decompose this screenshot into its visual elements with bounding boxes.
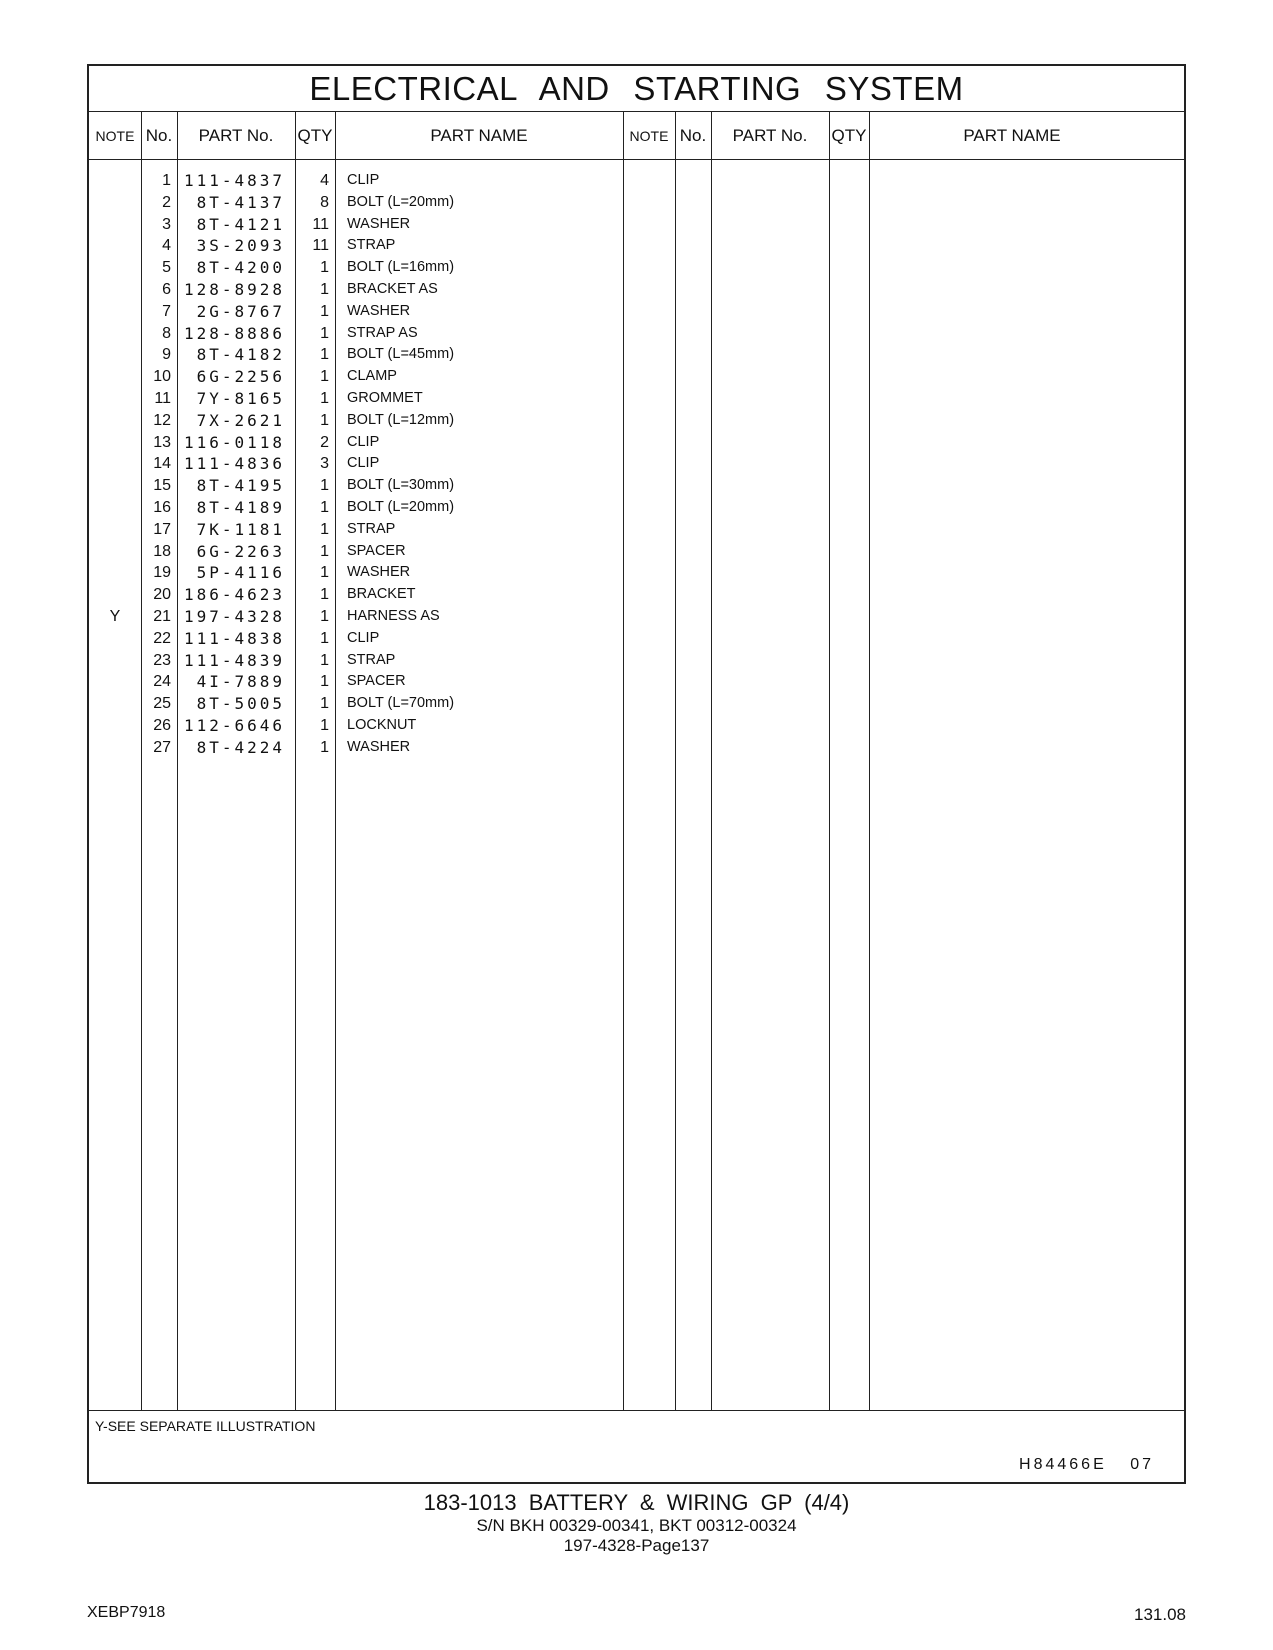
table-row [89, 300, 1184, 323]
row-part-number: 4I-7889 [196, 672, 285, 692]
table-row [89, 191, 1184, 214]
row-number: 9 [162, 346, 171, 364]
row-number: 11 [154, 390, 171, 407]
row-part-number: 7Y-8165 [196, 389, 285, 408]
row-number: 5 [162, 259, 171, 277]
row-quantity: 1 [320, 302, 329, 320]
row-number: 8 [162, 324, 171, 342]
row-part-name: BRACKET AS [347, 281, 438, 297]
row-quantity: 1 [320, 259, 329, 277]
row-part-number: 112-6646 [183, 716, 285, 735]
footer-divider [89, 1410, 1184, 1411]
row-part-name: LOCKNUT [347, 717, 417, 733]
row-note [89, 452, 141, 475]
row-note [89, 692, 141, 715]
row-part-name: BOLT (L=70mm) [347, 695, 455, 712]
row-quantity: 1 [320, 390, 329, 407]
row-part-name: BRACKET [347, 586, 416, 603]
document-id: XEBP7918 [87, 1604, 166, 1621]
row-number: 13 [153, 433, 171, 451]
row-quantity: 4 [320, 172, 329, 189]
table-row [89, 452, 1184, 475]
row-part-number: 8T-4200 [196, 258, 285, 278]
row-number: 25 [153, 695, 171, 713]
table-row [89, 540, 1184, 563]
row-number: 21 [153, 608, 171, 625]
row-quantity: 1 [320, 324, 329, 342]
table-row [89, 409, 1184, 432]
row-note [89, 561, 141, 584]
row-quantity: 1 [320, 346, 329, 364]
row-part-name: BOLT (L=20mm) [347, 193, 455, 210]
row-note [89, 518, 141, 541]
table-row [89, 256, 1184, 279]
table-row [89, 365, 1184, 388]
header-note-left: NOTE [95, 128, 135, 144]
header-no-right: No. [679, 126, 707, 145]
row-part-name: WASHER [347, 738, 411, 755]
row-part-number: 8T-4195 [196, 476, 285, 496]
illustration-code: H84466E 07 [1019, 1456, 1154, 1473]
row-note [89, 670, 141, 693]
row-quantity: 1 [320, 738, 329, 756]
table-row [89, 649, 1184, 672]
row-note [89, 627, 141, 650]
row-part-name: WASHER [347, 564, 411, 581]
row-part-name: SPACER [347, 542, 406, 559]
row-number: 16 [153, 499, 171, 516]
row-number: 1 [162, 172, 171, 189]
row-note [89, 714, 141, 737]
table-row [89, 474, 1184, 497]
row-quantity: 1 [320, 281, 329, 298]
header-part-name-left: PART NAME [430, 126, 528, 145]
row-part-name: BOLT (L=20mm) [347, 499, 455, 515]
header-note-right: NOTE [629, 128, 669, 144]
row-quantity: 3 [320, 455, 329, 473]
row-part-name: BOLT (L=12mm) [347, 411, 455, 428]
row-number: 26 [153, 717, 171, 734]
row-part-name: STRAP [347, 651, 396, 668]
row-part-name: BOLT (L=45mm) [347, 346, 455, 363]
row-number: 4 [162, 237, 171, 255]
row-note [89, 431, 141, 454]
row-note [89, 300, 141, 323]
row-part-number: 2G-8767 [196, 301, 285, 321]
row-part-name: GROMMET [347, 390, 423, 406]
row-number: 7 [162, 302, 171, 320]
row-note [89, 169, 141, 192]
row-note [89, 322, 141, 345]
row-quantity: 1 [320, 477, 329, 495]
row-quantity: 1 [320, 368, 329, 386]
table-row [89, 605, 1184, 628]
row-part-number: 8T-4189 [196, 498, 285, 517]
row-note [89, 278, 141, 301]
serial-range: S/N BKH 00329-00341, BKT 00312-00324 [476, 1516, 797, 1535]
table-row [89, 322, 1184, 345]
footnote: Y-SEE SEPARATE ILLUSTRATION [95, 1418, 316, 1434]
row-part-number: 128-8928 [183, 280, 285, 299]
row-part-number: 3S-2093 [196, 236, 285, 256]
row-note [89, 736, 141, 759]
row-part-number: 111-4836 [183, 454, 285, 474]
header-no-left: No. [145, 126, 173, 145]
row-part-name: STRAP [347, 237, 396, 254]
table-row [89, 343, 1184, 366]
row-note [89, 256, 141, 279]
row-quantity: 11 [312, 237, 329, 255]
table-header [89, 112, 1184, 160]
table-row [89, 736, 1184, 759]
row-note [89, 191, 141, 214]
row-note [89, 496, 141, 519]
row-note [89, 343, 141, 366]
table-row [89, 583, 1184, 606]
table-row [89, 234, 1184, 257]
row-number: 17 [153, 520, 171, 538]
page-title: ELECTRICAL AND STARTING SYSTEM [89, 66, 1184, 112]
row-quantity: 1 [320, 673, 329, 691]
row-quantity: 1 [320, 499, 329, 516]
row-part-name: CLIP [347, 433, 380, 450]
row-note [89, 649, 141, 672]
row-number: 23 [153, 651, 171, 669]
page-reference: 197-4328-Page137 [563, 1536, 710, 1555]
table-row [89, 387, 1184, 410]
row-quantity: 1 [320, 608, 329, 625]
row-part-number: 111-4838 [183, 628, 285, 648]
row-quantity: 1 [320, 520, 329, 538]
row-part-name: BOLT (L=30mm) [347, 477, 455, 494]
row-part-name: HARNESS AS [347, 608, 440, 624]
row-note [89, 540, 141, 563]
row-part-number: 8T-4121 [196, 214, 285, 234]
row-part-name: WASHER [347, 215, 411, 232]
row-note [89, 234, 141, 257]
row-number: 12 [153, 411, 171, 429]
row-part-number: 7X-2621 [196, 410, 285, 430]
table-row [89, 627, 1184, 650]
row-part-number: 6G-2263 [196, 541, 285, 561]
header-part-no-right: PART No. [732, 126, 808, 145]
row-quantity: 8 [320, 193, 329, 211]
row-part-name: STRAP [347, 520, 396, 537]
header-part-no-left: PART No. [198, 126, 274, 145]
row-quantity: 1 [320, 411, 329, 429]
row-note [89, 409, 141, 432]
row-part-number: 116-0118 [183, 432, 285, 452]
row-note [89, 387, 141, 410]
row-part-name: CLIP [347, 629, 380, 646]
row-part-name: STRAP AS [347, 324, 418, 341]
table-row [89, 518, 1184, 541]
table-row [89, 431, 1184, 454]
row-part-name: BOLT (L=16mm) [347, 259, 455, 276]
header-part-name-right: PART NAME [963, 126, 1061, 145]
row-number: 10 [153, 368, 171, 386]
header-qty-right: QTY [831, 126, 867, 145]
row-number: 3 [162, 215, 171, 233]
row-quantity: 1 [320, 651, 329, 669]
row-part-name: CLAMP [347, 368, 397, 385]
header-qty-left: QTY [297, 126, 333, 145]
row-part-number: 128-8886 [183, 323, 285, 343]
row-part-number: 186-4623 [183, 585, 285, 605]
group-title: 183-1013 BATTERY & WIRING GP (4/4) [423, 1490, 850, 1515]
table-row [89, 496, 1184, 519]
row-part-number: 8T-4137 [196, 192, 285, 212]
row-quantity: 1 [320, 542, 329, 560]
row-note: Y [109, 608, 121, 625]
row-number: 6 [162, 281, 171, 298]
row-part-number: 5P-4116 [196, 563, 285, 583]
row-number: 2 [162, 193, 171, 211]
row-part-name: CLIP [347, 172, 380, 188]
row-note [89, 365, 141, 388]
table-row [89, 714, 1184, 737]
row-quantity: 1 [320, 695, 329, 713]
table-row [89, 670, 1184, 693]
row-quantity: 1 [320, 717, 329, 734]
page-number: 131.08 [1134, 1605, 1186, 1624]
row-number: 15 [153, 477, 171, 495]
row-part-number: 111-4839 [183, 650, 285, 670]
row-quantity: 1 [320, 629, 329, 647]
row-part-number: 7K-1181 [196, 519, 285, 539]
row-quantity: 2 [320, 433, 329, 451]
row-note [89, 213, 141, 236]
row-part-number: 6G-2256 [196, 367, 285, 387]
row-part-number: 197-4328 [183, 607, 285, 626]
row-number: 19 [153, 564, 171, 582]
table-row [89, 213, 1184, 236]
row-part-name: SPACER [347, 673, 406, 690]
row-part-number: 8T-4182 [196, 345, 285, 365]
parts-table-frame [87, 64, 1186, 1484]
row-number: 24 [153, 673, 171, 691]
row-number: 14 [153, 455, 171, 473]
row-part-number: 8T-5005 [196, 694, 285, 714]
row-part-number: 8T-4224 [196, 737, 285, 757]
table-row [89, 169, 1184, 192]
row-number: 20 [153, 586, 171, 604]
row-number: 22 [153, 629, 171, 647]
row-number: 27 [153, 738, 171, 756]
table-row [89, 692, 1184, 715]
row-part-name: WASHER [347, 302, 411, 319]
table-row [89, 278, 1184, 301]
row-note [89, 474, 141, 497]
table-row [89, 561, 1184, 584]
row-quantity: 1 [320, 564, 329, 582]
row-number: 18 [153, 542, 171, 560]
row-quantity: 11 [312, 215, 329, 233]
row-part-number: 111-4837 [183, 171, 285, 190]
row-part-name: CLIP [347, 455, 380, 472]
row-note [89, 583, 141, 606]
row-quantity: 1 [320, 586, 329, 604]
